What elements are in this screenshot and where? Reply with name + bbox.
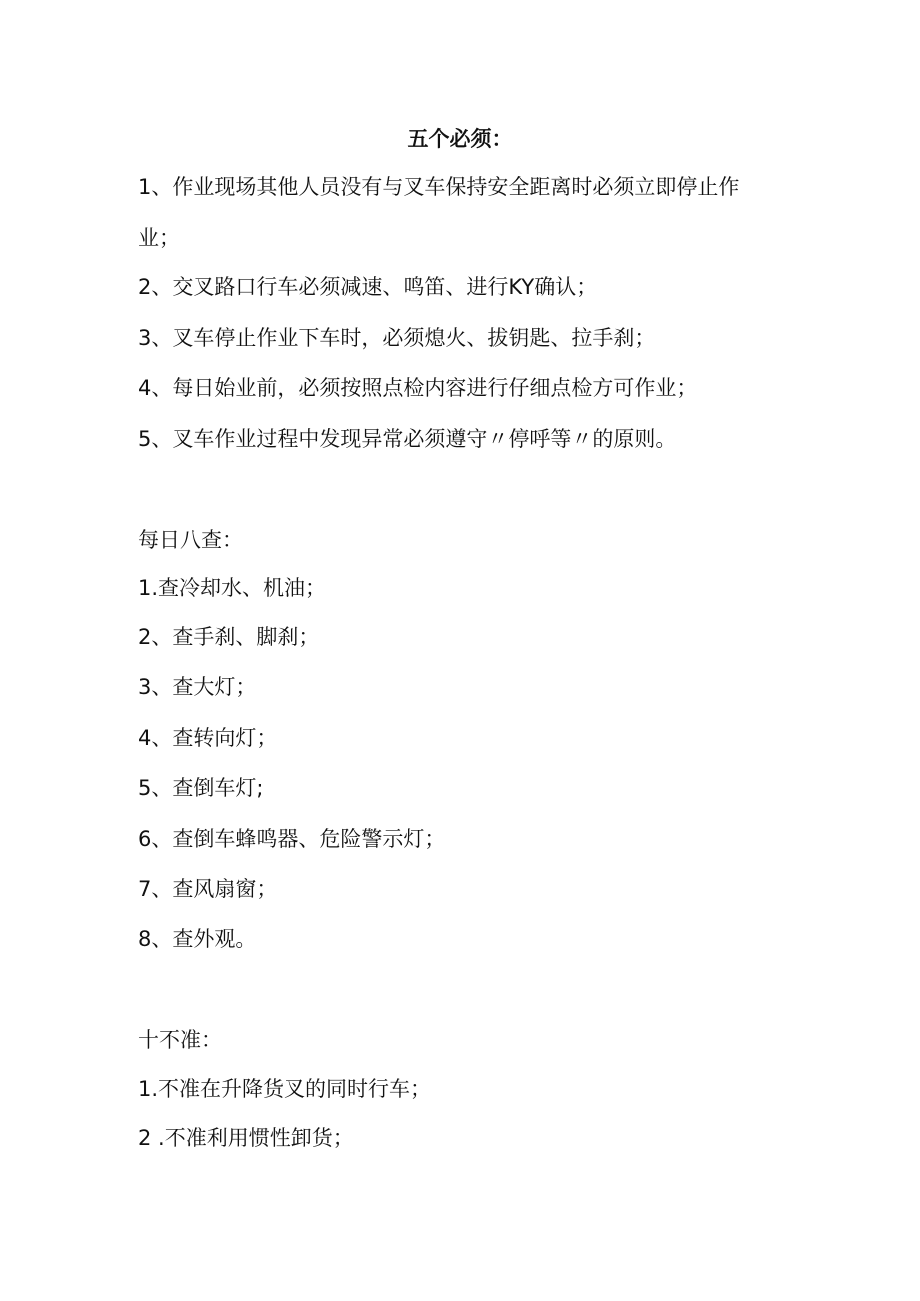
five-musts-heading: 五个必须： — [407, 127, 513, 151]
five-musts-item-3: 3、叉车停止作业下车时，必须熄火、拔钥匙、拉手刹； — [138, 326, 656, 350]
prohibition-item: 1.不准在升降货叉的同时行车； — [138, 1077, 432, 1101]
daily-check-item: 2、查手刹、脚刹； — [138, 625, 320, 649]
five-musts-item-2: 2、交叉路口行车必须减速、鸣笛、进行KY确认； — [138, 275, 598, 299]
daily-check-item: 8、查外观。 — [138, 927, 257, 951]
daily-check-item: 5、查倒车灯; — [138, 776, 264, 800]
daily-check-item: 3、查大灯； — [138, 675, 257, 699]
five-musts-item-5: 5、叉车作业过程中发现异常必须遵守〃停呼等〃的原则。 — [138, 427, 677, 451]
five-musts-item-1: 1、作业现场其他人员没有与叉车保持安全距离时必须立即停止作业； — [138, 175, 740, 250]
ten-prohibitions-heading: 十不准： — [138, 1028, 222, 1052]
prohibition-item: 2 .不准利用惯性卸货； — [138, 1126, 354, 1150]
daily-check-item: 7、查风扇窗； — [138, 877, 278, 901]
five-musts-item-4: 4、每日始业前，必须按照点检内容进行仔细点检方可作业； — [138, 376, 698, 400]
daily-check-item: 4、查转向灯； — [138, 726, 278, 750]
daily-checks-heading: 每日八查： — [138, 528, 243, 552]
daily-check-item: 1.查冷却水、机油； — [138, 576, 327, 600]
daily-check-item: 6、查倒车蜂鸣器、危险警示灯； — [138, 827, 446, 851]
